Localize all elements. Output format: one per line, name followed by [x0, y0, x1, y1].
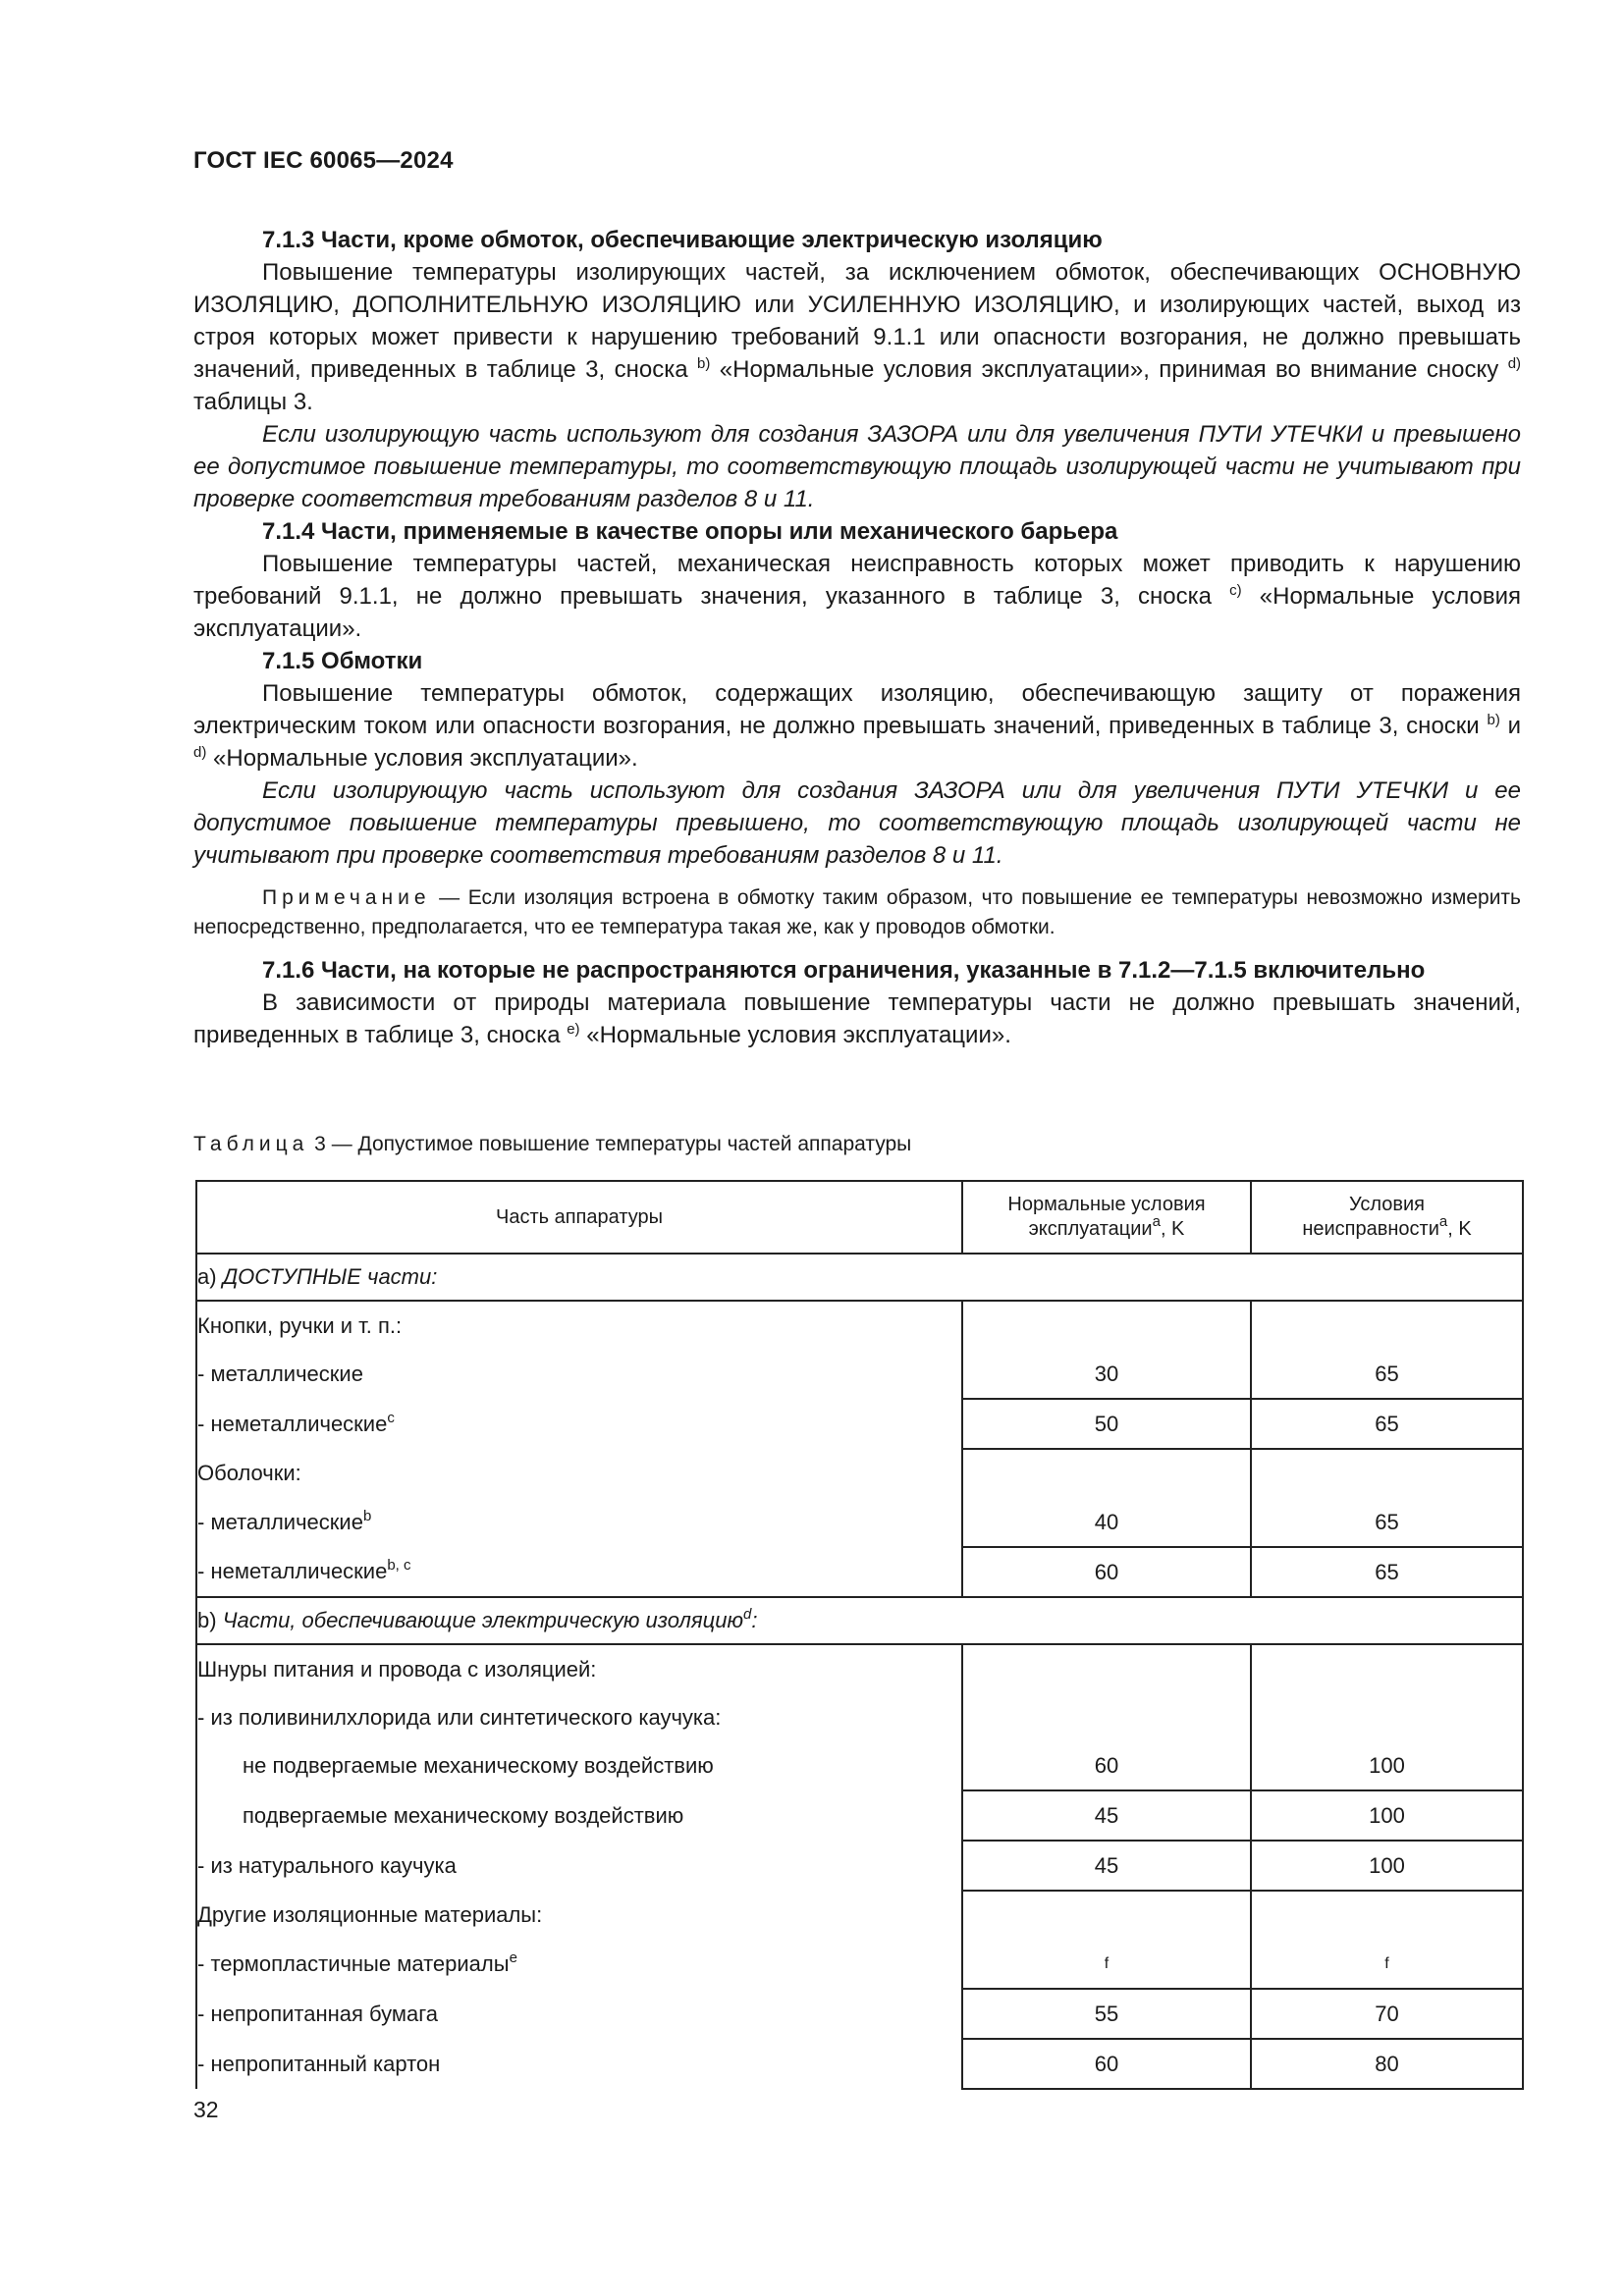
row-label	[196, 1891, 962, 1940]
row-text: Кнопки, ручки и т. п.:	[197, 1312, 403, 1338]
normal-value	[962, 1644, 1251, 1693]
footnote-ref: e	[509, 1949, 517, 1966]
section-prefix: b)	[197, 1608, 223, 1632]
normal-value: 45	[962, 1841, 1251, 1891]
row-text: - неметаллические	[197, 1559, 388, 1583]
section-7-1-3-italic-paragraph: Если изолирующую часть используют для создания ЗАЗОРА или для увеличения ПУТИ УТЕЧКИ и превышено ее допустимое повышение температуры, то соответствующую площадь изолирующей части не учитывают при проверке соответствия требованиям разделов 8 и 11.	[193, 421, 1521, 512]
section-7-1-6-paragraph	[193, 987, 1521, 1051]
row-text: Шнуры питания и провода с изоляцией:	[197, 1656, 597, 1682]
footnote-ref: b	[362, 1508, 372, 1524]
row-label	[196, 1350, 962, 1399]
paragraph-text: Повышение температуры обмоток, содержащих изоляцию, обеспечивающую защиту от поражения электрическим током или опасности возгорания, не должно превышать значений, приведенных в таблице 3, сноски	[193, 680, 1521, 739]
normal-value: 50	[962, 1399, 1251, 1449]
section-7-1-3-heading: 7.1.3 Части, кроме обмоток, обеспечивающие электрическую изоляцию	[262, 227, 1103, 253]
paragraph-text: «Нормальные условия эксплуатации».	[213, 745, 638, 772]
row-text: - из поливинилхлорида или синтетического каучука:	[197, 1704, 722, 1730]
section-title: Части, обеспечивающие электрическую изоляцию	[222, 1608, 743, 1632]
table-caption-text: 3 — Допустимое повышение температуры частей аппаратуры	[308, 1133, 912, 1155]
row-text: - термопластичные материалы	[197, 1951, 510, 1976]
normal-value: 60	[962, 2039, 1251, 2089]
row-label	[196, 1498, 962, 1547]
fault-value: 80	[1251, 2039, 1523, 2089]
section-suffix: :	[751, 1608, 758, 1632]
footnote-ref: b, c	[387, 1557, 411, 1574]
row-label	[196, 1741, 962, 1790]
table-caption	[193, 1133, 911, 1156]
fault-value	[1251, 1693, 1523, 1741]
document-header: ГОСТ IEC 60065—2024	[193, 147, 454, 174]
fault-value	[1251, 1301, 1523, 1350]
row-label	[196, 1940, 962, 1989]
footnote-ref: d	[743, 1606, 752, 1623]
page-number: 32	[193, 2097, 219, 2122]
row-label	[196, 1449, 962, 1498]
fault-value: 65	[1251, 1350, 1523, 1399]
section-7-1-5-heading: 7.1.5 Обмотки	[262, 648, 423, 674]
temperature-rise-table	[195, 1180, 1524, 2090]
normal-value: 40	[962, 1498, 1251, 1547]
row-label	[196, 1399, 962, 1449]
table-row	[196, 1644, 1523, 1693]
row-label	[196, 1547, 962, 1597]
fault-value	[1251, 1644, 1523, 1693]
section-7-1-6-heading: 7.1.6 Части, на которые не распространяются ограничения, указанные в 7.1.2—7.1.5 включительно	[262, 957, 1426, 984]
table-row	[196, 1741, 1523, 1790]
row-text: - неметаллические	[197, 1411, 388, 1436]
section-label	[196, 1597, 1523, 1644]
table-row	[196, 1498, 1523, 1547]
row-text: - металлические	[197, 1362, 363, 1386]
header-line: эксплуатации	[1028, 1218, 1153, 1240]
footnote-ref: e)	[567, 1021, 580, 1038]
fault-value: f	[1251, 1940, 1523, 1989]
row-text: - из натурального каучука	[197, 1852, 457, 1878]
header-unit: , K	[1447, 1218, 1472, 1240]
table-row	[196, 1301, 1523, 1350]
normal-value: 45	[962, 1790, 1251, 1841]
note-text: — Если изоляция встроена в обмотку таким образом, что повышение ее температуры невозможно измерить непосредственно, предполагается, что ее температура такая же, как у проводов обмотки.	[193, 886, 1521, 938]
table-row	[196, 2039, 1523, 2089]
normal-value	[962, 1449, 1251, 1498]
row-label	[196, 1693, 962, 1741]
fault-value: 65	[1251, 1547, 1523, 1597]
footnote-ref: d)	[1507, 355, 1522, 372]
paragraph-text: и	[1507, 713, 1522, 739]
paragraph-text: Повышение температуры изолирующих частей, за исключением обмоток, обеспечивающих ОСНОВНУЮ ИЗОЛЯЦИЮ, ДОПОЛНИТЕЛЬНУЮ ИЗОЛЯЦИЮ или УСИЛЕННУЮ ИЗОЛЯЦИЮ, и изолирующих частей, выход из строя которых может привести к нарушению требований 9.1.1 или опасности возгорания, не должно превышать значений, приведенных в таблице 3, сноска	[193, 259, 1521, 383]
footnote-ref: a	[1152, 1213, 1161, 1230]
table-header-row	[196, 1181, 1523, 1254]
table-row	[196, 1891, 1523, 1940]
fault-value	[1251, 1449, 1523, 1498]
normal-value: 55	[962, 1989, 1251, 2039]
table-row	[196, 1790, 1523, 1841]
note	[193, 883, 1521, 942]
table-caption-label: Таблица	[193, 1133, 309, 1155]
paragraph-text: «Нормальные условия эксплуатации».	[586, 1022, 1011, 1048]
fault-value: 100	[1251, 1841, 1523, 1891]
normal-value: 60	[962, 1547, 1251, 1597]
fault-value: 100	[1251, 1741, 1523, 1790]
normal-value: 60	[962, 1741, 1251, 1790]
table-row	[196, 1547, 1523, 1597]
row-text: Другие изоляционные материалы:	[197, 1902, 543, 1927]
row-text: Оболочки:	[197, 1461, 301, 1485]
section-7-1-5-paragraph	[193, 677, 1521, 774]
section-7-1-3-paragraph	[193, 256, 1521, 418]
note-label: Примечание	[262, 886, 431, 909]
column-header-part: Часть аппаратуры	[196, 1181, 962, 1254]
normal-value: f	[962, 1940, 1251, 1989]
table-row	[196, 1693, 1523, 1741]
section-prefix: a)	[197, 1264, 223, 1289]
header-unit: , K	[1160, 1218, 1185, 1240]
row-label	[196, 1790, 962, 1841]
column-header-normal	[962, 1181, 1251, 1254]
section-7-1-5-italic-paragraph: Если изолирующую часть используют для создания ЗАЗОРА или для увеличения ПУТИ УТЕЧКИ и ее допустимое повышение температуры превышено, то соответствующую площадь изолирующей части не учитывают при проверке соответствия требованиям разделов 8 и 11.	[193, 777, 1521, 869]
row-text: - непропитанная бумага	[197, 2001, 439, 2026]
section-label	[196, 1254, 1523, 1301]
row-label	[196, 1301, 962, 1350]
fault-value: 65	[1251, 1399, 1523, 1449]
table-row	[196, 1449, 1523, 1498]
section-7-1-4-paragraph	[193, 548, 1521, 645]
normal-value	[962, 1693, 1251, 1741]
row-label	[196, 1989, 962, 2039]
footnote-ref: c)	[1229, 582, 1242, 599]
row-label	[196, 1841, 962, 1891]
fault-value: 70	[1251, 1989, 1523, 2039]
footnote-ref: d)	[193, 744, 207, 761]
footnote-ref: b)	[697, 355, 711, 372]
table-row	[196, 1350, 1523, 1399]
row-text: - непропитанный картон	[197, 2051, 441, 2076]
row-text: не подвергаемые механическому воздействию	[243, 1753, 714, 1778]
section-7-1-4-heading: 7.1.4 Части, применяемые в качестве опоры или механического барьера	[262, 518, 1118, 545]
fault-value	[1251, 1891, 1523, 1940]
row-label	[196, 1644, 962, 1693]
paragraph-text: таблицы 3.	[193, 389, 313, 415]
footnote-ref: a	[1438, 1213, 1448, 1230]
footnote-ref: b)	[1487, 712, 1500, 728]
normal-value	[962, 1301, 1251, 1350]
table-row	[196, 1989, 1523, 2039]
header-line: неисправности	[1302, 1218, 1439, 1240]
paragraph-text: «Нормальные условия эксплуатации», принимая во внимание сноску	[719, 356, 1499, 383]
section-title: ДОСТУПНЫЕ части:	[222, 1264, 438, 1289]
row-text: подвергаемые механическому воздействию	[243, 1802, 684, 1828]
paragraph-text: Повышение температуры частей, механическая неисправность которых может приводить к нарушению требований 9.1.1, не должно превышать значения, указанного в таблице 3, сноска	[193, 551, 1521, 610]
normal-value: 30	[962, 1350, 1251, 1399]
header-line: Условия	[1348, 1194, 1425, 1215]
normal-value	[962, 1891, 1251, 1940]
table-row	[196, 1841, 1523, 1891]
page-body	[193, 224, 1521, 1051]
column-header-fault	[1251, 1181, 1523, 1254]
table-row	[196, 1940, 1523, 1989]
section-row-accessible	[196, 1254, 1523, 1301]
row-text: - металлические	[197, 1510, 363, 1534]
table-row	[196, 1399, 1523, 1449]
section-row-insulation	[196, 1597, 1523, 1644]
paragraph-text: В зависимости от природы материала повышение температуры части не должно превышать значений, приведенных в таблице 3, сноска	[193, 989, 1521, 1048]
fault-value: 100	[1251, 1790, 1523, 1841]
header-line: Нормальные условия	[1007, 1194, 1206, 1215]
fault-value: 65	[1251, 1498, 1523, 1547]
row-label	[196, 2039, 962, 2089]
paragraph-text: «Нормальные условия эксплуатации».	[193, 583, 1522, 642]
footnote-ref: c	[387, 1409, 395, 1426]
